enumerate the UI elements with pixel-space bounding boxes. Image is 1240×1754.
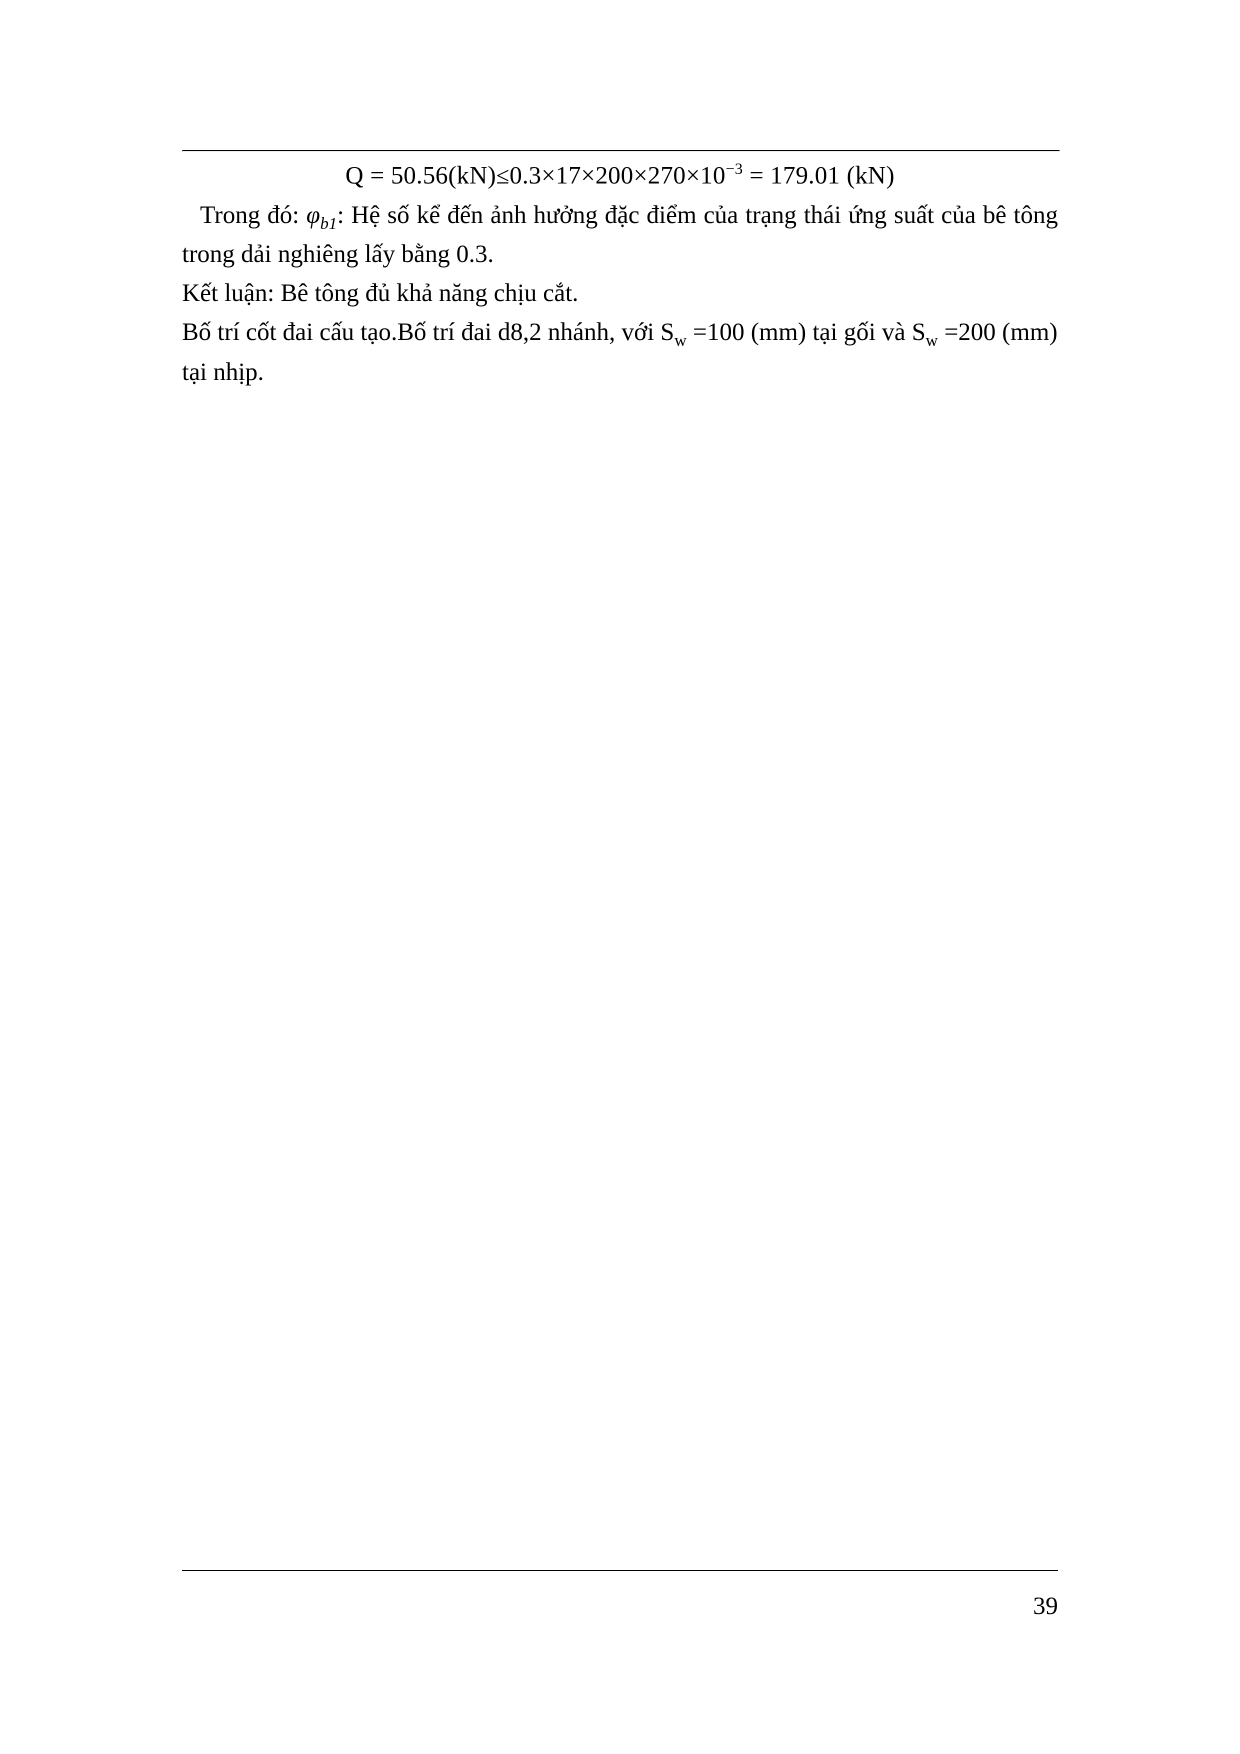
phi-glyph: φ [306,202,321,230]
paragraph-lead: Trong đó: [200,202,307,230]
phi-symbol [306,202,338,234]
bo-tri-part1: Bố trí cốt đai cấu tạo.Bố trí đai d8,2 nhánh, với S [182,319,675,347]
header-rule [182,150,1060,152]
paragraph-bo-tri [182,314,1058,390]
formula-rhs: 0.3×17×200×270×10 [509,162,726,190]
paragraph-trong-do [182,197,1058,273]
sw-subscript-2: w [925,331,938,351]
page-number: 39 [1033,1593,1058,1620]
phi-subscript: b1 [320,214,338,234]
page-content [182,150,1058,391]
bo-tri-part2: =100 (mm) tại gối và S [686,319,926,347]
formula-relation: ≤ [496,163,510,190]
paragraph-ket-luan: Kết luận: Bê tông đủ khả năng chịu cắt. [182,280,579,308]
formula-lhs: Q = 50.56(kN) [345,162,497,190]
formula-block [182,160,1058,191]
formula-exponent: −3 [725,161,743,178]
formula-result: = 179.01 (kN) [749,162,895,190]
paragraph-rest: : Hệ số kể đến ảnh hưởng đặc điểm của trạng thái ứng suất của bê tông trong dải nghiêng lấy bằng 0.3. [182,202,1058,269]
footer-rule [182,1570,1058,1571]
bo-tri-part3: =200 (mm) tại nhịp. [182,319,1058,386]
sw-subscript-1: w [674,331,687,351]
